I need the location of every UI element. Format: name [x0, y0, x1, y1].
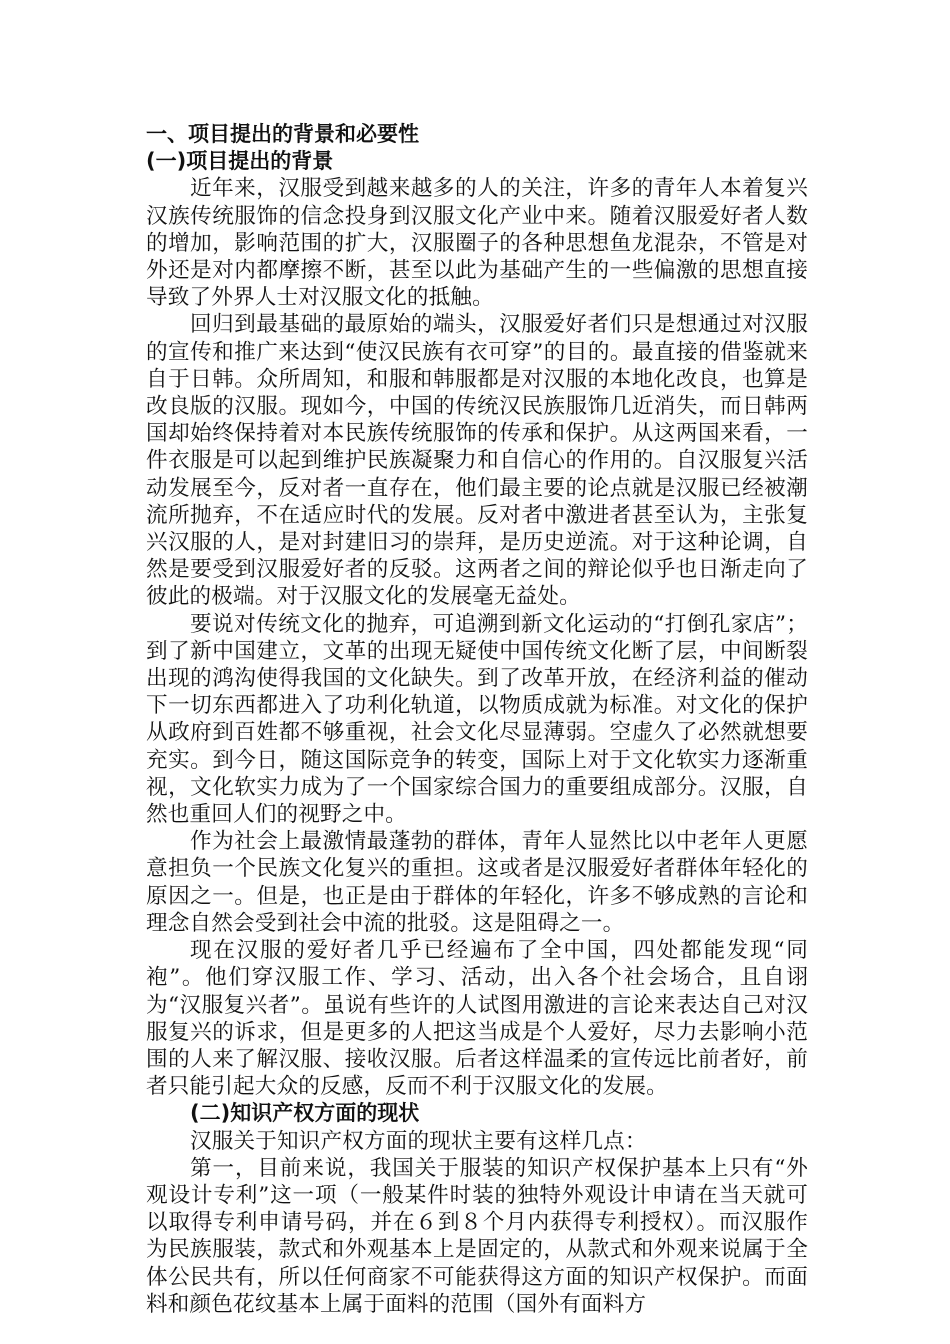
paragraph-background-2: 回归到最基础的最原始的端头，汉服爱好者们只是想通过对汉服的宣传和推广来达到“使汉民族有衣可穿”的目的。最直接的借鉴就来自于日韩。众所周知，和服和韩服都是对汉服的本地化改良，也算是改良版的汉服。现如今，中国的传统汉民族服饰几近消失，而日韩两国却始终保持着对本民族传统服饰的传承和保护。从这两国来看，一件衣服是可以起到维护民族凝聚力和自信心的作用的。自汉服复兴活动发展至今，反对者一直存在，他们最主要的论点就是汉服已经被潮流所抛弃，不在适应时代的发展。反对者中激进者甚至认为，主张复兴汉服的人，是对封建旧习的崇拜，是历史逆流。对于这种论调，自然是要受到汉服爱好者的反驳。这两者之间的辩论似乎也日渐走向了彼此的极端。对于汉服文化的发展毫无益处。 — [146, 312, 808, 610]
paragraph-background-5: 现在汉服的爱好者几乎已经遍布了全中国，四处都能发现“同袍”。他们穿汉服工作、学习、活动，出入各个社会场合，且自诩为“汉服复兴者”。虽说有些许的人试图用激进的言论来表达自己对汉服复兴的诉求，但是更多的人把这当成是个人爱好，尽力去影响小范围的人来了解汉服、接收汉服。后者这样温柔的宣传远比前者好，前者只能引起大众的反感，反而不利于汉服文化的发展。 — [146, 938, 808, 1100]
paragraph-background-4: 作为社会上最激情最蓬勃的群体，青年人显然比以中老年人更愿意担负一个民族文化复兴的重担。这或者是汉服爱好者群体年轻化的原因之一。但是，也正是由于群体的年轻化，许多不够成熟的言论和理念自然会受到社会中流的批驳。这是阻碍之一。 — [146, 829, 808, 936]
document-body — [146, 121, 808, 1318]
heading-main: 一、项目提出的背景和必要性 — [146, 122, 419, 146]
paragraph-background-1: 近年来，汉服受到越来越多的人的关注，许多的青年人本着复兴汉族传统服饰的信念投身到汉服文化产业中来。随着汉服爱好者人数的增加，影响范围的扩大，汉服圈子的各种思想鱼龙混杂，不管是对外还是对内都摩擦不断，甚至以此为基础产生的一些偏激的思想直接导致了外界人士对汉服文化的抵触。 — [146, 176, 808, 311]
heading-ip-status: (二)知识产权方面的现状 — [190, 1101, 420, 1126]
paragraph-background-3: 要说对传统文化的抛弃，可追溯到新文化运动的“打倒孔家店”；到了新中国建立，文革的出现无疑使中国传统文化断了层，中间断裂出现的鸿沟使得我国的文化缺失。到了改革开放，在经济利益的催动下一切东西都进入了功利化轨道，以物质成就为标准。对文化的保护从政府到百姓都不够重视，社会文化尽显薄弱。空虚久了必然就想要充实。到今日，随这国际竞争的转变，国际上对于文化软实力逐渐重视，文化软实力成为了一个国家综合国力的重要组成部分。汉服，自然也重回人们的视野之中。 — [146, 611, 808, 828]
paragraph-ip-1: 汉服关于知识产权方面的现状主要有这样几点： — [190, 1128, 647, 1154]
heading-background: (一)项目提出的背景 — [146, 149, 334, 174]
paragraph-ip-2: 第一，目前来说，我国关于服装的知识产权保护基本上只有“外观设计专利”这一项（一般某件时装的独特外观设计申请在当天就可以取得专利申请号码，并在６到８个月内获得专利授权）。而汉服作为民族服装，款式和外观基本上是固定的，从款式和外观来说属于全体公民共有，所以任何商家不可能获得这方面的知识产权保护。而面料和颜色花纹基本上属于面料的范围（国外有面料方 — [146, 1155, 808, 1317]
